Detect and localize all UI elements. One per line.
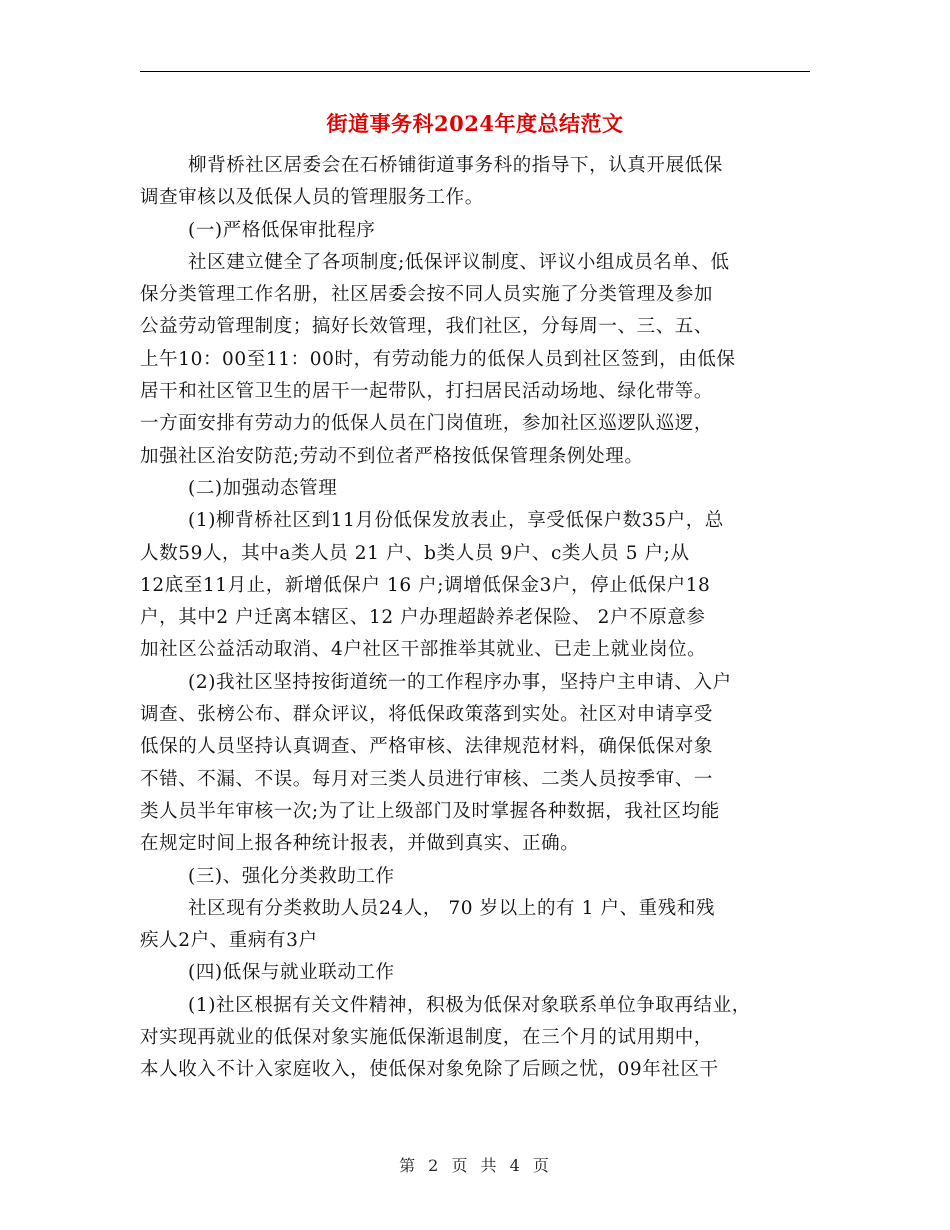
text-line: 低保的人员坚持认真调查、严格审核、法律规范材料，确保低保对象: [140, 736, 714, 758]
text-line: 保分类管理工作名册，社区居委会按不同人员实施了分类管理及参加: [140, 284, 714, 306]
text-line: 居干和社区管卫生的居干一起带队，打扫居民活动场地、绿化带等。: [140, 381, 714, 403]
text-line: (二)加强动态管理: [188, 477, 338, 499]
text-line: 上午10：00至11：00时，有劳动能力的低保人员到社区签到，由低保: [140, 348, 736, 370]
text-line: (1)柳背桥社区到11月份低保发放表止，享受低保户数35户，总: [188, 510, 724, 532]
text-line: 调查、张榜公布、群众评议，将低保政策落到实处。社区对申请享受: [140, 704, 714, 726]
text-line: (一)严格低保审批程序: [188, 219, 376, 241]
text-line: 公益劳动管理制度；搞好长效管理，我们社区，分每周一、三、五、: [140, 316, 714, 338]
text-line: 类人员半年审核一次;为了让上级部门及时掌握各种数据，我社区均能: [140, 800, 720, 822]
text-line: 人数59人，其中a类人员 21 户、b类人员 9户、c类人员 5 户;从: [140, 542, 690, 564]
text-line: 对实现再就业的低保对象实施低保渐退制度，在三个月的试用期中，: [140, 1027, 714, 1049]
text-line: 户，其中2 户迁离本辖区、12 户办理超龄养老保险、 2户不原意参: [140, 607, 706, 629]
text-line: 调查审核以及低保人员的管理服务工作。: [140, 187, 484, 209]
document-body: [140, 150, 820, 1087]
text-line: 本人收入不计入家庭收入，使低保对象免除了后顾之忧，09年社区干: [140, 1059, 719, 1081]
text-line: 在规定时间上报各种统计报表，并做到真实、正确。: [140, 833, 580, 855]
text-line: (1)社区根据有关文件精神，积极为低保对象联系单位争取再结业，: [188, 994, 751, 1016]
page-footer: 第 2 页 共 4 页: [399, 1156, 551, 1175]
text-line: (四)低保与就业联动工作: [188, 962, 395, 984]
document-title: 街道事务科2024年度总结范文: [326, 111, 624, 136]
text-line: 12底至11月止，新增低保户 16 户;调增低保金3户，停止低保户18: [140, 574, 711, 596]
text-line: 加强社区治安防范;劳动不到位者严格按低保管理条例处理。: [140, 445, 644, 467]
text-line: (三)、强化分类救助工作: [188, 865, 395, 887]
text-line: (2)我社区坚持按街道统一的工作程序办事，坚持户主申请、入户: [188, 671, 732, 693]
text-line: 社区现有分类救助人员24人， 70 岁以上的有 1 户、重残和残: [188, 897, 716, 919]
header-rule: [140, 71, 810, 72]
text-line: 柳背桥社区居委会在石桥铺街道事务科的指导下，认真开展低保: [188, 155, 723, 176]
text-line: 加社区公益活动取消、4户社区干部推举其就业、已走上就业岗位。: [140, 639, 707, 661]
text-line: 疾人2户、重病有3户: [140, 930, 318, 952]
text-line: 一方面安排有劳动力的低保人员在门岗值班，参加社区巡逻队巡逻，: [140, 413, 714, 435]
text-line: 不错、不漏、不误。每月对三类人员进行审核、二类人员按季审、一: [140, 768, 714, 790]
text-line: 社区建立健全了各项制度;低保评议制度、评议小组成员名单、低: [188, 251, 730, 273]
